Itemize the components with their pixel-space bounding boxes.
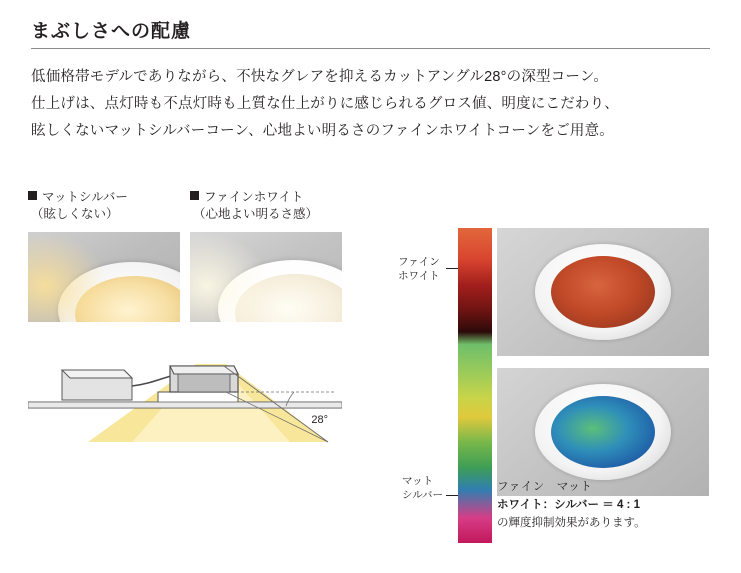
caption-matte-silver-sub: （眩しくない）: [31, 207, 119, 221]
caption-fine-white-label: ファインホワイト: [204, 190, 304, 204]
junction-box-top: [62, 370, 132, 378]
spectrum-label-fine-white-line1: ファイン: [398, 256, 440, 268]
caption-matte-silver-label: マットシルバー: [42, 190, 128, 204]
photo-matte-silver-luminance: [497, 368, 709, 496]
downlight-cone-luminance-low: [551, 396, 655, 468]
spectrum-label-fine-white-line2: ホワイト: [398, 270, 440, 282]
photo-fine-white: [190, 232, 342, 322]
caption-fine-white: [190, 189, 318, 223]
body-line-3: 眩しくないマットシルバーコーン、心地よい明るさのファインホワイトコーンをご用意。: [31, 123, 614, 139]
title-divider: [31, 48, 710, 49]
body-line-1: 低価格帯モデルでありながら、不快なグレアを抑えるカットアングル28°の深型コーン。: [31, 69, 609, 85]
spectrum-label-matte-silver-line2: シルバー: [402, 489, 444, 501]
body-copy: [31, 64, 721, 145]
fixture-top: [170, 366, 238, 374]
angle-label: 28°: [311, 414, 328, 426]
light-glow: [190, 232, 270, 322]
bullet-square-icon: [190, 191, 199, 200]
caption-fine-white-sub: （心地よい明るさ感）: [193, 207, 319, 221]
caption-matte-silver: [28, 189, 128, 223]
fixture-cone: [178, 374, 230, 392]
photo-matte-silver: [28, 232, 180, 322]
page-title: まぶしさへの配慮: [31, 21, 192, 42]
spectrum-tick-line-top: [446, 268, 458, 269]
photo-fine-white-luminance: [497, 228, 709, 356]
spectrum-tick-line-bottom: [446, 495, 458, 496]
spectrum-label-fine-white: [398, 255, 440, 283]
ratio-caption-line2: ホワイト：シルバー ＝ 4 : 1: [497, 499, 640, 511]
spectrum-label-matte-silver-line1: マット: [402, 475, 434, 487]
ratio-caption-line1: ファイン マット: [497, 481, 593, 493]
section-diagram-svg: [28, 330, 342, 448]
downlight-cone-luminance-high: [551, 256, 655, 328]
spectrum-label-matte-silver: [402, 474, 443, 502]
ratio-caption-line3: の輝度抑制効果があります。: [497, 517, 646, 529]
body-line-2: 仕上げは、点灯時も不点灯時も上質な仕上がりに感じられるグロス値、明度にこだわり、: [31, 96, 619, 112]
light-glow: [28, 232, 108, 322]
bullet-square-icon: [28, 191, 37, 200]
ceiling-board: [28, 402, 342, 408]
luminance-spectrum-bar: [458, 228, 492, 543]
ratio-caption: [497, 478, 727, 532]
section-diagram: [28, 330, 342, 448]
